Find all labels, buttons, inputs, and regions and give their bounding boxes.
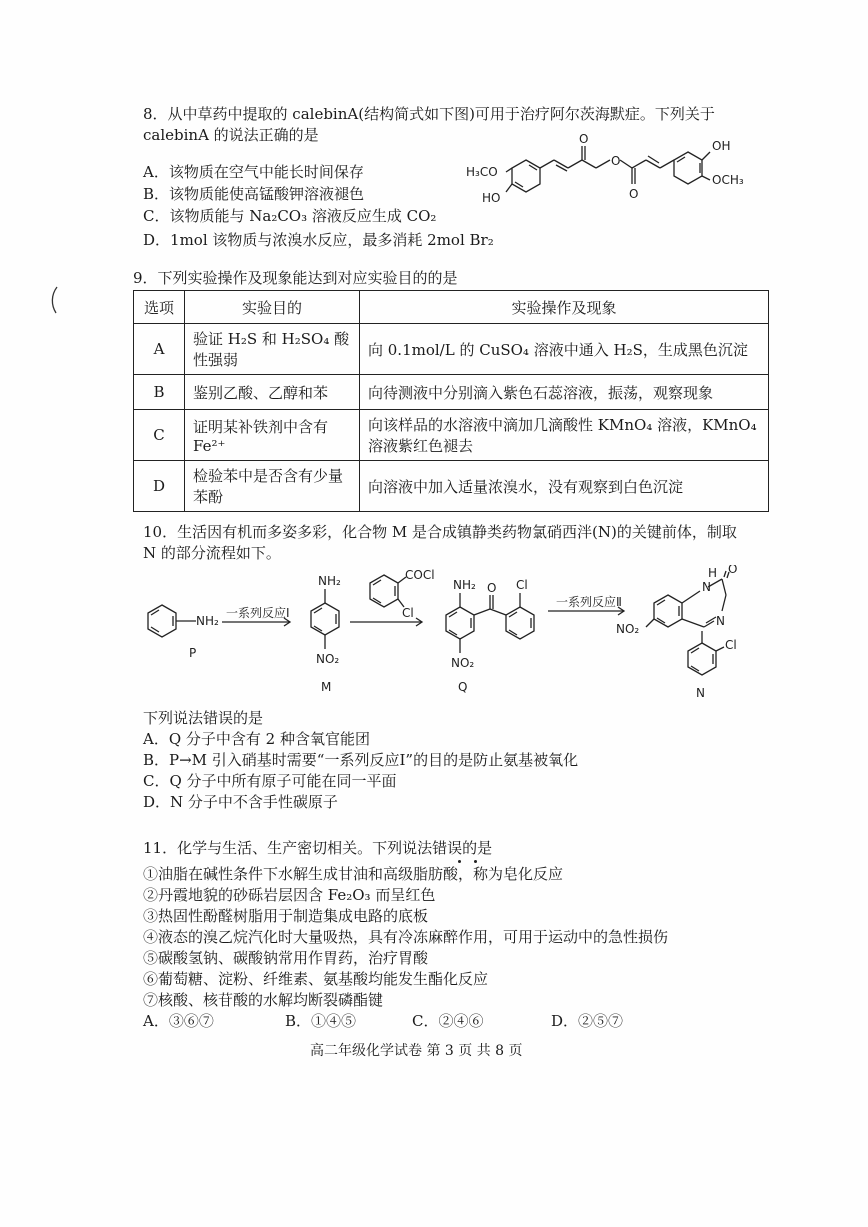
n-no2-label: NO₂ <box>616 622 640 636</box>
ketone-o-label: O <box>579 132 589 146</box>
row-option: B <box>134 375 185 410</box>
q9-stem: 9．下列实验操作及现象能达到对应实验目的的是 <box>133 269 458 287</box>
left-ome-label: H₃CO <box>466 165 498 179</box>
q-no2-label: NO₂ <box>451 656 475 670</box>
row-option: C <box>134 410 185 461</box>
q10-option-a: A．Q 分子中含有 2 种含氧官能团 <box>143 730 370 748</box>
q8-stem-line1: 8．从中草药中提取的 calebinA(结构简式如下图)可用于治疗阿尔茨海默症。下列关于 <box>143 105 715 123</box>
n-amide-n-label: N <box>702 580 711 594</box>
row-operation: 向溶液中加入适量浓溴水，没有观察到白色沉淀 <box>360 461 769 512</box>
q10-option-b: B．P→M 引入硝基时需要“一系列反应Ⅰ”的目的是防止氨基被氧化 <box>143 751 579 769</box>
q11-item-6: ⑥葡萄糖、淀粉、纤维素、氨基酸均能发生酯化反应 <box>143 970 489 988</box>
table-header-option: 选项 <box>134 291 185 324</box>
n-imine-n-label: N <box>716 614 725 628</box>
q8-option-b: B．该物质能使高锰酸钾溶液褪色 <box>143 185 365 203</box>
table-row <box>134 410 769 461</box>
q11-choice-a: A．③⑥⑦ <box>143 1012 214 1030</box>
q11-item-4: ④液态的溴乙烷汽化时大量吸热，具有冷冻麻醉作用，可用于运动中的急性损伤 <box>143 928 669 946</box>
p-nh2-label: NH₂ <box>196 614 219 628</box>
right-oh-label: OH <box>712 139 731 153</box>
q10-option-d: D．N 分子中不含手性碳原子 <box>143 793 338 811</box>
q10-prompt: 下列说法错误的是 <box>143 709 264 727</box>
n-o-label: O <box>728 565 738 576</box>
q11-item-2: ②丹霞地貌的砂砾岩层因含 Fe₂O₃ 而呈红色 <box>143 886 436 904</box>
right-benzene-ring <box>674 152 702 184</box>
row-goal: 证明某补铁剂中含有 Fe²⁺ <box>185 410 360 461</box>
arrow1-label: 一系列反应Ⅰ <box>226 606 290 620</box>
row-operation: 向 0.1mol/L 的 CuSO₄ 溶液中通入 H₂S，生成黑色沉淀 <box>360 324 769 375</box>
right-ome-label: OCH₃ <box>712 173 744 187</box>
reagent-cocl-label: COCl <box>405 568 435 582</box>
q-cl-label: Cl <box>516 578 528 592</box>
n-benzene-ring <box>654 595 682 627</box>
q11-stem: 11．化学与生活、生产密切相关。下列说法错误的是 <box>143 839 493 857</box>
q11-choice-c: C．②④⑥ <box>412 1012 484 1030</box>
m-nh2-label: NH₂ <box>318 574 341 588</box>
n-cl-label: Cl <box>725 638 737 652</box>
carbonyl-o-label: O <box>629 187 639 201</box>
m-no2-label: NO₂ <box>316 652 340 666</box>
m-benzene-ring <box>311 603 339 635</box>
q11-item-1: ①油脂在碱性条件下水解生成甘油和高级脂肪酸，称为皂化反应 <box>143 865 564 883</box>
table-row <box>134 324 769 375</box>
row-goal: 验证 H₂S 和 H₂SO₄ 酸性强弱 <box>185 324 360 375</box>
compound-n-label: N <box>696 686 705 700</box>
q-nh2-label: NH₂ <box>453 578 476 592</box>
table-header-operation: 实验操作及现象 <box>360 291 769 324</box>
row-operation: 向该样品的水溶液中滴加几滴酸性 KMnO₄ 溶液，KMnO₄ 溶液紫红色褪去 <box>360 410 769 461</box>
q8-option-d: D．1mol 该物质与浓溴水反应，最多消耗 2mol Br₂ <box>143 231 494 249</box>
left-benzene-ring <box>512 160 540 192</box>
reagent-cl-label: Cl <box>402 606 414 620</box>
calebina-structure <box>460 132 780 216</box>
q-o-label: O <box>487 581 497 595</box>
compound-p-label: P <box>189 646 197 660</box>
table-row <box>134 375 769 410</box>
p-benzene-ring <box>148 605 176 637</box>
q9-experiment-table <box>133 290 769 512</box>
q8-stem-line2: calebinA 的说法正确的是 <box>143 126 319 144</box>
row-option: D <box>134 461 185 512</box>
row-goal: 鉴别乙酸、乙醇和苯 <box>185 375 360 410</box>
q11-item-3: ③热固性酚醛树脂用于制造集成电路的底板 <box>143 907 429 925</box>
reagent-benzene-ring <box>370 575 398 607</box>
synthesis-scheme <box>140 565 780 705</box>
arrow3-label: 一系列反应Ⅱ <box>556 595 622 609</box>
q8-option-a: A．该物质在空气中能长时间保存 <box>143 163 364 181</box>
q-left-ring <box>446 607 474 639</box>
row-option: A <box>134 324 185 375</box>
ester-o-label: O <box>611 154 621 168</box>
q10-stem-line2: N 的部分流程如下。 <box>143 544 281 562</box>
page-footer: 高二年级化学试卷 第 3 页 共 8 页 <box>310 1043 523 1059</box>
table-header-goal: 实验目的 <box>185 291 360 324</box>
q11-item-7: ⑦核酸、核苷酸的水解均断裂磷酯键 <box>143 991 384 1009</box>
margin-pen-mark <box>48 285 62 315</box>
q10-stem-line1: 10．生活因有机而多姿多彩，化合物 M 是合成镇静类药物氯硝西泮(N)的关键前体，制取 <box>143 523 737 541</box>
compound-m-label: M <box>321 680 332 694</box>
emphasis-dot <box>458 860 461 863</box>
compound-q-label: Q <box>458 680 468 694</box>
q8-option-c: C．该物质能与 Na₂CO₃ 溶液反应生成 CO₂ <box>143 207 437 225</box>
emphasis-dot <box>474 860 477 863</box>
q11-choice-b: B．①④⑤ <box>285 1012 357 1030</box>
table-row <box>134 461 769 512</box>
row-operation: 向待测液中分别滴入紫色石蕊溶液，振荡，观察现象 <box>360 375 769 410</box>
q-right-ring <box>506 607 534 639</box>
n-chlorophenyl-ring <box>688 643 716 675</box>
n-h-label: H <box>708 566 718 580</box>
row-goal: 检验苯中是否含有少量苯酚 <box>185 461 360 512</box>
left-oh-label: HO <box>482 191 501 205</box>
q11-item-5: ⑤碳酸氢钠、碳酸钠常用作胃药，治疗胃酸 <box>143 949 429 967</box>
q11-choice-d: D．②⑤⑦ <box>551 1012 624 1030</box>
q10-option-c: C．Q 分子中所有原子可能在同一平面 <box>143 772 397 790</box>
